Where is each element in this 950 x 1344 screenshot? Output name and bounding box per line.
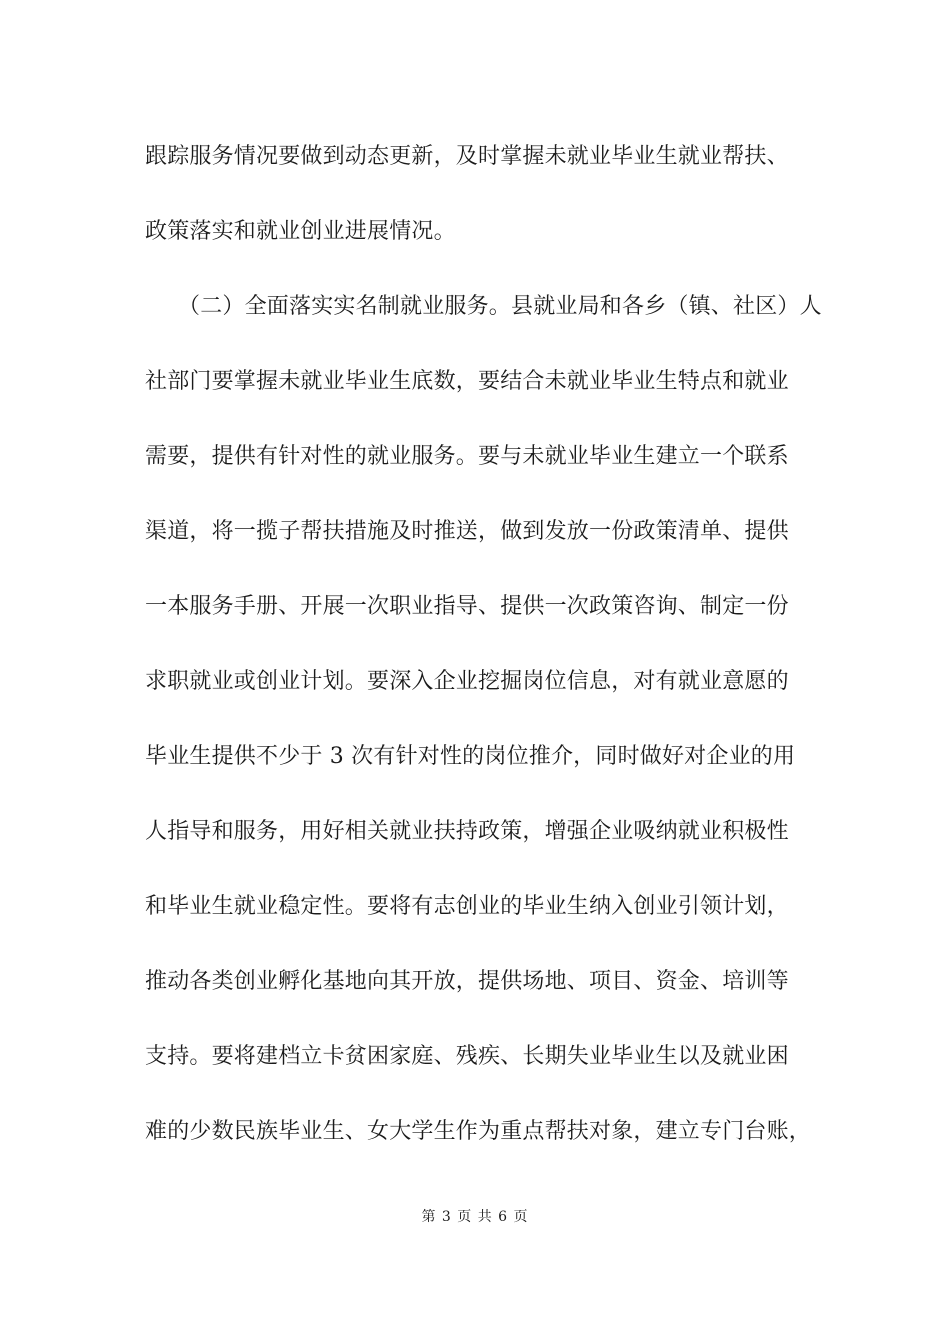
paragraph-line: 推动各类创业孵化基地向其开放，提供场地、项目、资金、培训等 [145, 969, 789, 994]
paragraph-line: 渠道，将一揽子帮扶措施及时推送，做到发放一份政策清单、提供 [145, 519, 789, 544]
paragraph-line: 政策落实和就业创业进展情况。 [145, 219, 456, 244]
paragraph-line: 和毕业生就业稳定性。要将有志创业的毕业生纳入创业引领计划， [145, 894, 789, 919]
page-number-footer: 第 3 页 共 6 页 [421, 1209, 529, 1225]
paragraph-line: 求职就业或创业计划。要深入企业挖掘岗位信息，对有就业意愿的 [145, 669, 789, 694]
paragraph-line: 社部门要掌握未就业毕业生底数，要结合未就业毕业生特点和就业 [145, 369, 789, 394]
paragraph-line: 需要，提供有针对性的就业服务。要与未就业毕业生建立一个联系 [145, 444, 789, 469]
paragraph-line: 一本服务手册、开展一次职业指导、提供一次政策咨询、制定一份 [145, 594, 789, 619]
paragraph-line: （二）全面落实实名制就业服务。县就业局和各乡（镇、社区）人 [178, 294, 822, 319]
paragraph-line: 人指导和服务，用好相关就业扶持政策，增强企业吸纳就业积极性 [145, 819, 789, 844]
paragraph-line: 跟踪服务情况要做到动态更新，及时掌握未就业毕业生就业帮扶、 [145, 144, 789, 169]
paragraph-line: 支持。要将建档立卡贫困家庭、残疾、长期失业毕业生以及就业困 [145, 1044, 789, 1069]
paragraph-line: 毕业生提供不少于 3 次有针对性的岗位推介，同时做好对企业的用 [145, 744, 796, 769]
paragraph-line: 难的少数民族毕业生、女大学生作为重点帮扶对象，建立专门台账， [145, 1119, 812, 1144]
